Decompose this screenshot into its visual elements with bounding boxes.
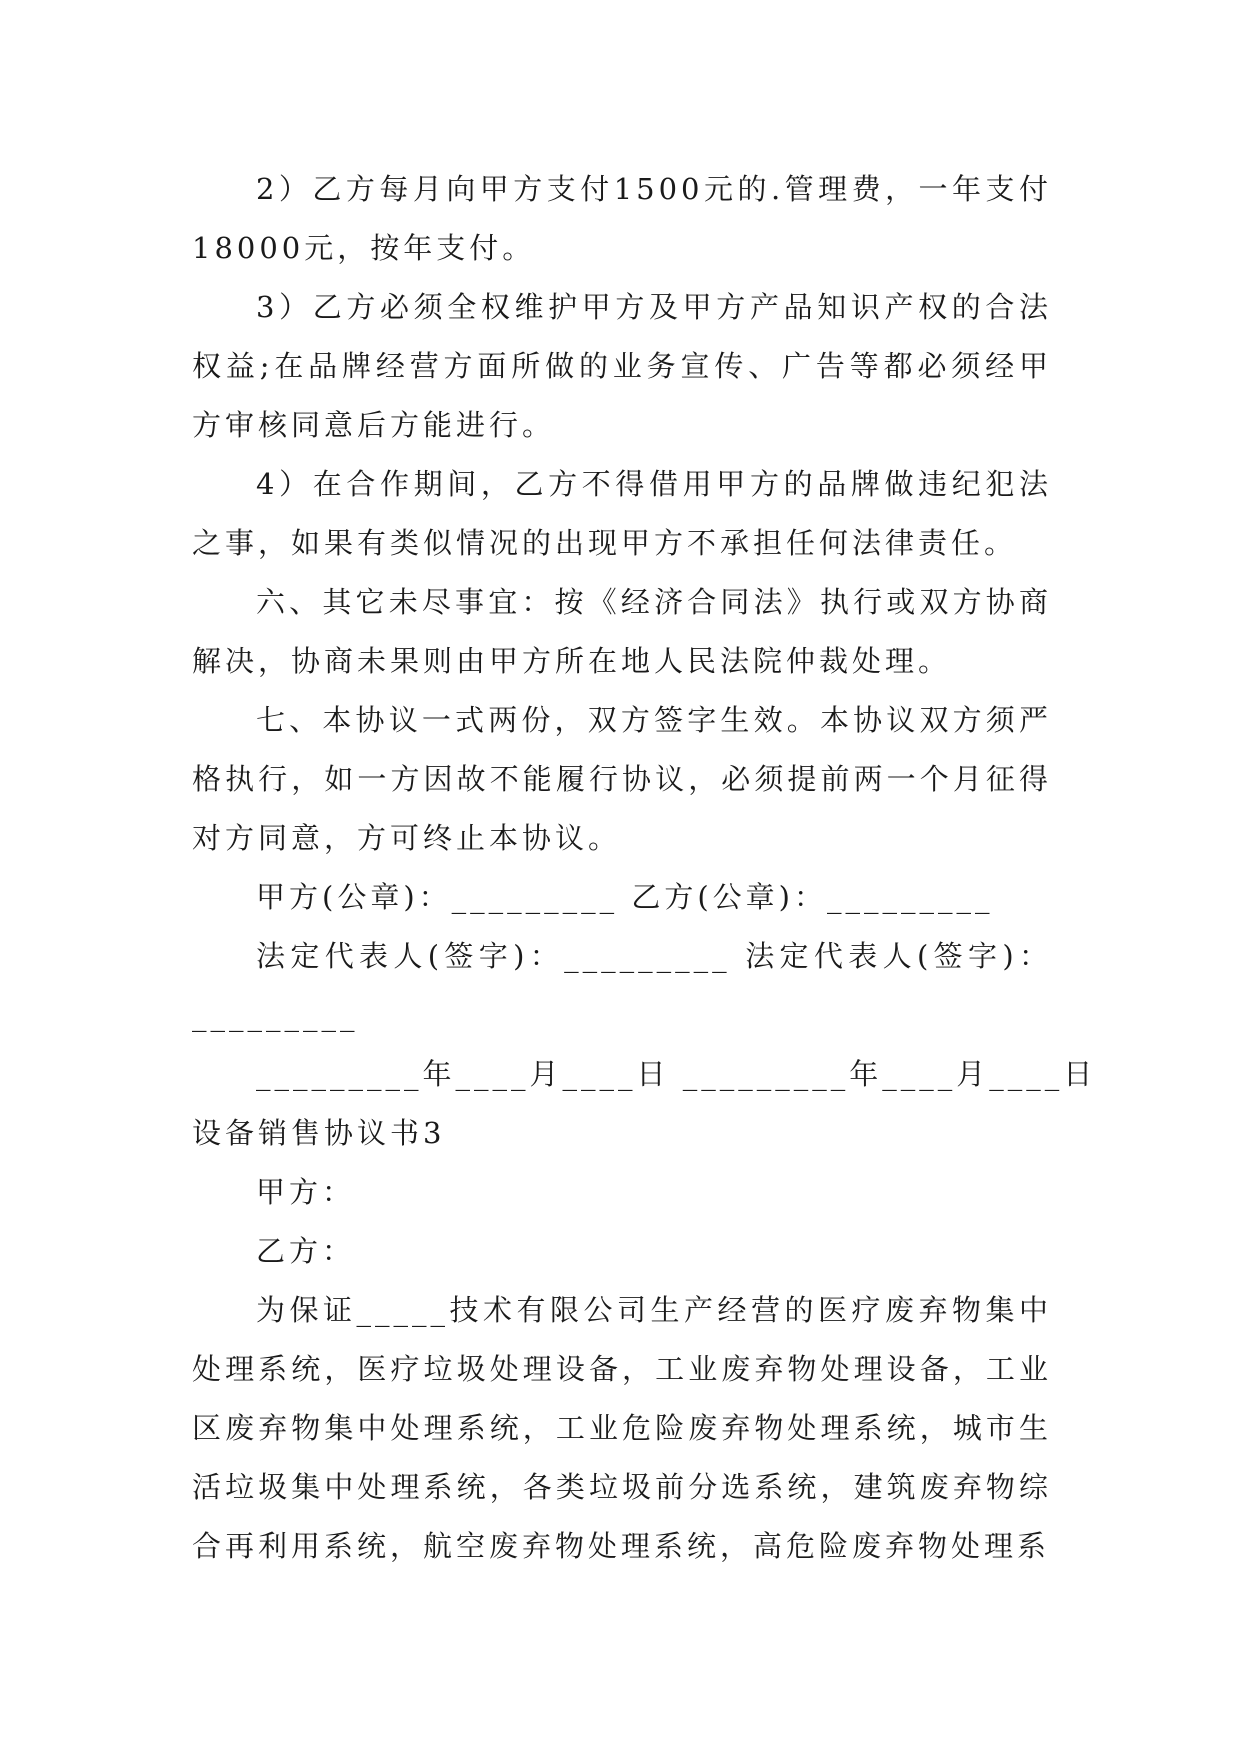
article-7-paragraph: 七、本协议一式两份，双方签字生效。本协议双方须严格执行，如一方因故不能履行协议，必须提前两一个月征得对方同意，方可终止本协议。 <box>192 703 1052 855</box>
clause-2-paragraph: 2）乙方每月向甲方支付1500元的.管理费，一年支付18000元，按年支付。 <box>192 172 1052 265</box>
intro-paragraph: 为保证_____技术有限公司生产经营的医疗废弃物集中处理系统，医疗垃圾处理设备，工业废弃物处理设备，工业区废弃物集中处理系统，工业危险废弃物处理系统，城市生活垃圾集中处理系统，各类垃圾前分选系统，建筑废弃物综合再利用系统，航空废弃物处理系统，高危险废弃物处理系 <box>192 1293 1052 1563</box>
seal-signature-line: 甲方(公章)：_________ 乙方(公章)：_________ <box>256 880 994 914</box>
date-line: _________年____月____日 _________年____月____日 <box>256 1057 1097 1091</box>
article-6-paragraph: 六、其它未尽事宜：按《经济合同法》执行或双方协商解决，协商未果则由甲方所在地人民法院仲裁处理。 <box>192 585 1052 678</box>
party-a-label: 甲方： <box>256 1175 356 1209</box>
document-page <box>192 160 1097 1576</box>
section-title: 设备销售协议书3 <box>192 1116 446 1150</box>
clause-4-paragraph: 4）在合作期间，乙方不得借用甲方的品牌做违纪犯法之事，如果有类似情况的出现甲方不承担任何法律责任。 <box>192 467 1052 560</box>
clause-3-paragraph: 3）乙方必须全权维护甲方及甲方产品知识产权的合法权益;在品牌经营方面所做的业务宣传、广告等都必须经甲方审核同意后方能进行。 <box>192 290 1052 442</box>
representative-signature-line: 法定代表人(签字)：_________ 法定代表人(签字)：_________ <box>192 939 1052 1032</box>
party-b-label: 乙方： <box>256 1234 356 1268</box>
